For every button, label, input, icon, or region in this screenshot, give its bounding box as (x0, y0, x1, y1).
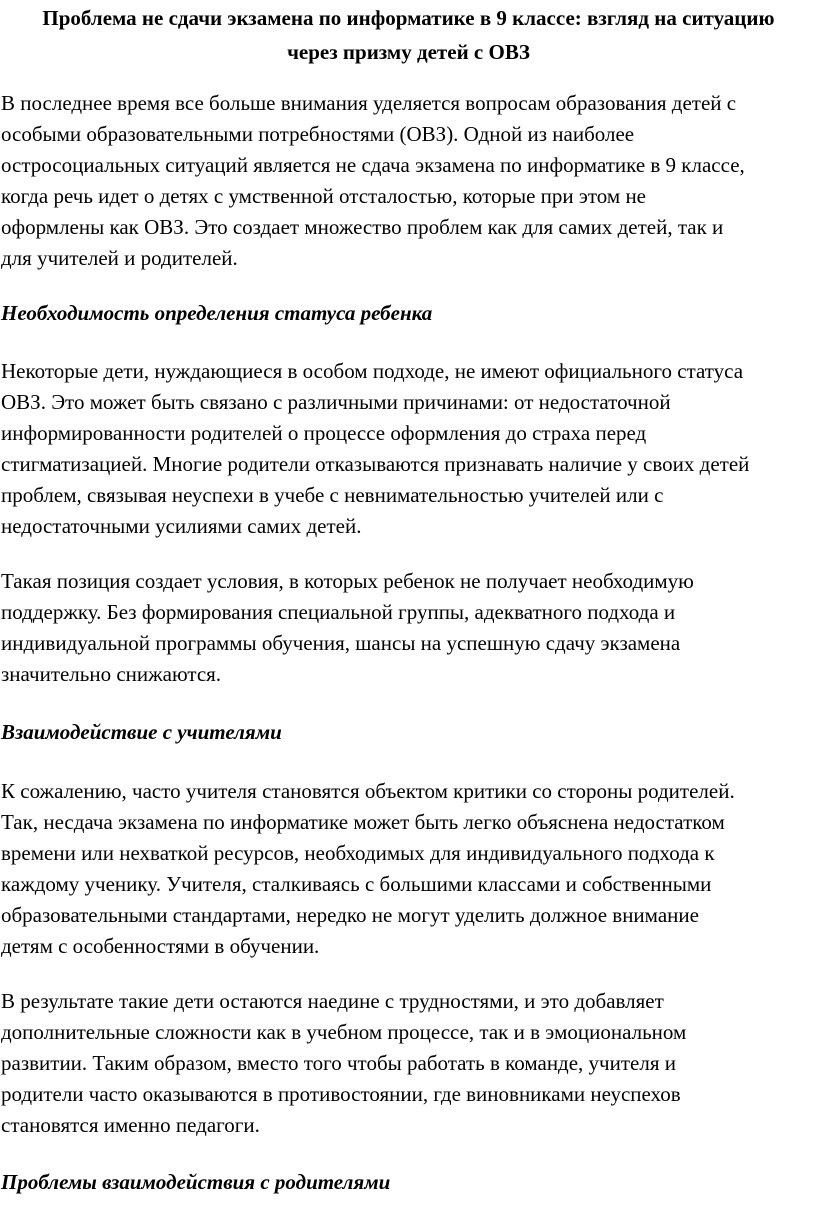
text-line: каждому ученику. Учителя, сталкиваясь с большими классами и собственными (1, 872, 712, 896)
text-line: индивидуальной программы обучения, шансы на успешную сдачу экзамена (1, 631, 681, 655)
text-line: недостаточными усилиями самих детей. (1, 514, 362, 538)
text-line: Так, несдача экзамена по информатике может быть легко объяснена недостатком (1, 810, 725, 834)
text-line: для учителей и родителей. (1, 246, 238, 270)
text-line: родители часто оказываются в противостоянии, где виновниками неуспехов (1, 1082, 681, 1106)
section-heading-status: Необходимость определения статуса ребенка (1, 301, 433, 325)
title-line: через призму детей с ОВЗ (287, 40, 530, 64)
section-heading-parents: Проблемы взаимодействия с родителями (1, 1170, 391, 1194)
paragraph-result (1, 986, 813, 1141)
text-line: становятся именно педагоги. (1, 1113, 260, 1137)
paragraph-intro (1, 88, 813, 274)
text-line: когда речь идет о детях с умственной отсталостью, которые при этом не (1, 184, 647, 208)
text-line: В последнее время все больше внимания уделяется вопросам образования детей с (1, 91, 737, 115)
text-line: К сожалению, часто учителя становятся объектом критики со стороны родителей. (1, 779, 735, 803)
text-line: особыми образовательными потребностями (ОВЗ). Одной из наиболее (1, 122, 635, 146)
paragraph-status (1, 356, 813, 542)
text-line: развитии. Таким образом, вместо того чтобы работать в команде, учителя и (1, 1051, 676, 1075)
text-line: поддержку. Без формирования специальной группы, адекватного подхода и (1, 600, 676, 624)
text-line: времени или нехваткой ресурсов, необходимых для индивидуального подхода к (1, 841, 715, 865)
text-line: остросоциальных ситуаций является не сдача экзамена по информатике в 9 классе, (1, 153, 745, 177)
text-line: проблем, связывая неуспехи в учебе с невнимательностью учителей или с (1, 483, 664, 507)
section-heading-teachers: Взаимодействие с учителями (1, 720, 282, 744)
document-title (1, 0, 816, 69)
text-line: Некоторые дети, нуждающиеся в особом подходе, не имеют официального статуса (1, 359, 744, 383)
text-line: информированности родителей о процессе оформления до страха перед (1, 421, 647, 445)
paragraph-teachers (1, 776, 813, 962)
text-line: детям с особенностями в обучении. (1, 934, 320, 958)
text-line: ОВЗ. Это может быть связано с различными причинами: от недостаточной (1, 390, 671, 414)
text-line: дополнительные сложности как в учебном процессе, так и в эмоциональном (1, 1020, 687, 1044)
text-line: оформлены как ОВЗ. Это создает множество проблем как для самих детей, так и (1, 215, 724, 239)
title-line: Проблема не сдачи экзамена по информатике в 9 классе: взгляд на ситуацию (42, 6, 775, 30)
text-line: образовательными стандартами, нередко не могут уделить должное внимание (1, 903, 699, 927)
text-line: Такая позиция создает условия, в которых ребенок не получает необходимую (1, 569, 694, 593)
paragraph-position (1, 566, 813, 690)
text-line: В результате такие дети остаются наедине с трудностями, и это добавляет (1, 989, 664, 1013)
text-line: стигматизацией. Многие родители отказываются признавать наличие у своих детей (1, 452, 750, 476)
text-line: значительно снижаются. (1, 662, 222, 686)
